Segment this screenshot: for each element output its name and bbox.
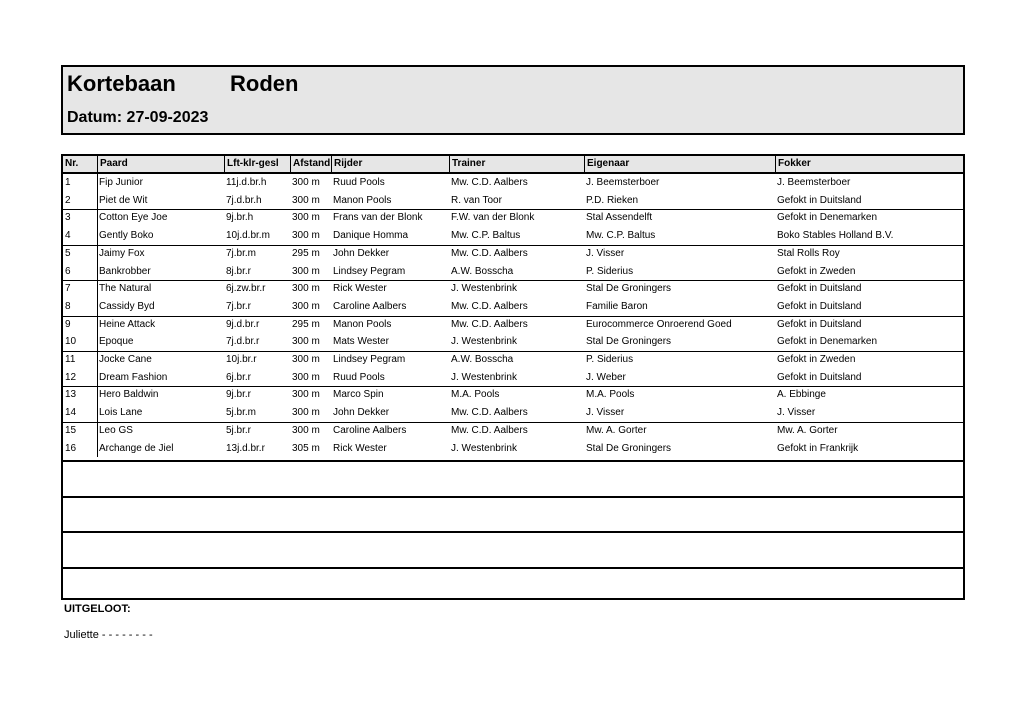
cell-paard: Jaimy Fox (99, 247, 145, 259)
cell-fokker: J. Visser (777, 407, 816, 419)
cell-nr: 14 (65, 407, 77, 419)
cell-eigenaar: J. Beemsterboer (586, 177, 660, 188)
table-row (63, 298, 963, 316)
cell-trainer: Mw. C.D. Aalbers (451, 424, 528, 436)
cell-leeftijd: 7j.br.r (226, 300, 252, 312)
table-row (63, 280, 963, 298)
cell-trainer: R. van Toor (451, 194, 502, 206)
cell-fokker: Gefokt in Duitsland (777, 283, 862, 295)
cell-eigenaar: Eurocommerce Onroerend Goed (586, 318, 732, 330)
cell-fokker: Gefokt in Denemarken (777, 212, 878, 224)
cell-trainer: Mw. C.P. Baltus (451, 230, 521, 242)
cell-paard: Heine Attack (99, 318, 156, 330)
cell-rijder: Lindsey Pegram (333, 265, 406, 277)
cell-eigenaar: J. Weber (586, 371, 626, 383)
table-row (63, 386, 963, 404)
cell-leeftijd: 6j.br.r (226, 371, 252, 383)
cell-leeftijd: 8j.br.r (226, 265, 252, 277)
row-divider (63, 245, 963, 246)
cell-leeftijd: 7j.br.m (226, 247, 257, 259)
cell-trainer: F.W. van der Blonk (451, 212, 535, 224)
cell-leeftijd: 9j.d.br.r (226, 318, 260, 330)
cell-fokker: Stal Rolls Roy (777, 247, 840, 259)
column-divider (97, 174, 98, 457)
cell-leeftijd: 11j.d.br.h (226, 177, 267, 188)
cell-eigenaar: Stal De Groningers (586, 442, 672, 454)
cell-paard: Gently Boko (99, 230, 154, 242)
empty-row (63, 567, 963, 602)
table-row (63, 316, 963, 334)
cell-rijder: Caroline Aalbers (333, 424, 407, 436)
cell-paard: Fip Junior (99, 177, 143, 188)
cell-leeftijd: 5j.br.r (226, 424, 252, 436)
column-header-leeftijd: Lft-klr-gesl (224, 156, 290, 172)
cell-trainer: J. Westenbrink (451, 371, 517, 383)
withdrawn-label: UITGELOOT: (64, 603, 131, 615)
cell-trainer: M.A. Pools (451, 389, 500, 401)
cell-rijder: Manon Pools (333, 194, 392, 206)
cell-fokker: Gefokt in Duitsland (777, 371, 862, 383)
cell-rijder: Mats Wester (333, 336, 389, 348)
cell-paard: Jocke Cane (99, 354, 152, 365)
race-date: Datum: 27-09-2023 (67, 109, 209, 126)
cell-rijder: Ruud Pools (333, 371, 385, 383)
cell-eigenaar: Mw. A. Gorter (586, 424, 647, 436)
cell-rijder: Marco Spin (333, 389, 384, 401)
cell-rijder: Caroline Aalbers (333, 300, 407, 312)
cell-rijder: John Dekker (333, 407, 390, 419)
cell-eigenaar: Stal Assendelft (586, 212, 653, 224)
cell-rijder: Ruud Pools (333, 177, 385, 188)
cell-afstand: 300 m (292, 336, 320, 348)
cell-afstand: 300 m (292, 354, 320, 365)
cell-eigenaar: J. Visser (586, 247, 625, 259)
cell-afstand: 300 m (292, 194, 320, 206)
empty-row (63, 460, 963, 495)
cell-eigenaar: Stal De Groningers (586, 283, 672, 295)
cell-paard: Lois Lane (99, 407, 143, 419)
cell-nr: 9 (65, 318, 71, 330)
column-header-fokker: Fokker (775, 156, 963, 172)
cell-trainer: A.W. Bosscha (451, 354, 514, 365)
cell-fokker: Mw. A. Gorter (777, 424, 838, 436)
cell-nr: 8 (65, 300, 71, 312)
cell-trainer: J. Westenbrink (451, 442, 517, 454)
cell-leeftijd: 6j.zw.br.r (226, 283, 266, 295)
cell-eigenaar: Familie Baron (586, 300, 648, 312)
column-header-eigenaar: Eigenaar (584, 156, 775, 172)
cell-afstand: 300 m (292, 230, 320, 242)
cell-eigenaar: M.A. Pools (586, 389, 635, 401)
entries-table (61, 154, 965, 600)
cell-leeftijd: 9j.br.h (226, 212, 254, 224)
cell-fokker: Gefokt in Duitsland (777, 318, 862, 330)
cell-paard: Leo GS (99, 424, 133, 436)
cell-trainer: Mw. C.D. Aalbers (451, 300, 528, 312)
column-header-afstand: Afstand (290, 156, 331, 172)
cell-rijder: John Dekker (333, 247, 390, 259)
cell-eigenaar: P.D. Rieken (586, 194, 639, 206)
row-divider (63, 351, 963, 352)
race-title: Kortebaan (67, 71, 176, 96)
cell-fokker: Gefokt in Duitsland (777, 194, 862, 206)
cell-nr: 2 (65, 194, 71, 206)
race-header (61, 65, 965, 135)
table-row (63, 333, 963, 351)
cell-trainer: A.W. Bosscha (451, 265, 514, 277)
cell-eigenaar: P. Siderius (586, 265, 634, 277)
cell-fokker: J. Beemsterboer (777, 177, 851, 188)
row-divider (63, 316, 963, 317)
cell-nr: 16 (65, 442, 77, 454)
empty-row (63, 531, 963, 566)
cell-leeftijd: 5j.br.m (226, 407, 257, 419)
column-header-trainer: Trainer (449, 156, 584, 172)
table-row (63, 440, 963, 458)
cell-nr: 11 (65, 354, 76, 365)
cell-afstand: 300 m (292, 424, 320, 436)
cell-fokker: Gefokt in Zweden (777, 265, 856, 277)
row-divider (63, 209, 963, 210)
cell-fokker: Gefokt in Frankrijk (777, 442, 859, 454)
cell-leeftijd: 13j.d.br.r (226, 442, 265, 454)
cell-afstand: 300 m (292, 407, 320, 419)
cell-fokker: Gefokt in Duitsland (777, 300, 862, 312)
cell-leeftijd: 7j.d.br.r (226, 336, 260, 348)
table-row (63, 245, 963, 263)
cell-leeftijd: 10j.br.r (226, 354, 257, 365)
cell-rijder: Frans van der Blonk (333, 212, 423, 224)
table-row (63, 404, 963, 422)
cell-nr: 10 (65, 336, 77, 348)
cell-paard: Cassidy Byd (99, 300, 155, 312)
cell-leeftijd: 9j.br.r (226, 389, 252, 401)
cell-rijder: Rick Wester (333, 283, 387, 295)
table-row (63, 227, 963, 245)
table-row (63, 351, 963, 369)
cell-afstand: 300 m (292, 389, 320, 401)
table-row (63, 369, 963, 387)
cell-trainer: Mw. C.D. Aalbers (451, 407, 528, 419)
cell-paard: Cotton Eye Joe (99, 212, 168, 224)
row-divider (63, 280, 963, 281)
cell-afstand: 300 m (292, 300, 320, 312)
cell-rijder: Rick Wester (333, 442, 387, 454)
cell-afstand: 295 m (292, 247, 320, 259)
cell-afstand: 300 m (292, 371, 320, 383)
cell-fokker: Gefokt in Zweden (777, 354, 856, 365)
cell-nr: 1 (65, 177, 71, 188)
cell-nr: 5 (65, 247, 71, 259)
cell-afstand: 300 m (292, 177, 320, 188)
cell-leeftijd: 10j.d.br.m (226, 230, 270, 242)
table-row (63, 192, 963, 210)
withdrawn-entry: Juliette - - - - - - - - (64, 629, 153, 641)
cell-afstand: 300 m (292, 265, 320, 277)
cell-paard: The Natural (99, 283, 152, 295)
cell-eigenaar: Mw. C.P. Baltus (586, 230, 656, 242)
cell-nr: 3 (65, 212, 71, 224)
table-row (63, 174, 963, 192)
cell-afstand: 295 m (292, 318, 320, 330)
cell-fokker: Boko Stables Holland B.V. (777, 230, 894, 242)
cell-afstand: 305 m (292, 442, 320, 454)
cell-trainer: Mw. C.D. Aalbers (451, 318, 528, 330)
cell-paard: Bankrobber (99, 265, 151, 277)
cell-leeftijd: 7j.d.br.h (226, 194, 262, 206)
empty-row (63, 496, 963, 531)
row-divider (63, 386, 963, 387)
cell-rijder: Manon Pools (333, 318, 392, 330)
column-header-paard: Paard (97, 156, 224, 172)
cell-rijder: Lindsey Pegram (333, 354, 406, 365)
cell-eigenaar: J. Visser (586, 407, 625, 419)
race-place: Roden (230, 71, 299, 96)
cell-paard: Hero Baldwin (99, 389, 159, 401)
row-divider (63, 422, 963, 423)
table-row (63, 263, 963, 281)
cell-nr: 4 (65, 230, 71, 242)
cell-trainer: J. Westenbrink (451, 283, 517, 295)
cell-nr: 13 (65, 389, 77, 401)
cell-rijder: Danique Homma (333, 230, 409, 242)
cell-nr: 7 (65, 283, 71, 295)
cell-paard: Archange de Jiel (99, 442, 174, 454)
cell-paard: Epoque (99, 336, 134, 348)
cell-nr: 12 (65, 371, 77, 383)
cell-eigenaar: P. Siderius (586, 354, 634, 365)
table-header (63, 156, 963, 174)
cell-trainer: Mw. C.D. Aalbers (451, 177, 528, 188)
cell-fokker: A. Ebbinge (777, 389, 826, 401)
cell-paard: Piet de Wit (99, 194, 148, 206)
table-row (63, 422, 963, 440)
cell-afstand: 300 m (292, 283, 320, 295)
cell-trainer: J. Westenbrink (451, 336, 517, 348)
cell-trainer: Mw. C.D. Aalbers (451, 247, 528, 259)
cell-nr: 15 (65, 424, 77, 436)
cell-eigenaar: Stal De Groningers (586, 336, 672, 348)
cell-nr: 6 (65, 265, 71, 277)
cell-paard: Dream Fashion (99, 371, 168, 383)
table-row (63, 209, 963, 227)
column-header-rijder: Rijder (331, 156, 449, 172)
column-header-nr: Nr. (65, 158, 79, 169)
cell-fokker: Gefokt in Denemarken (777, 336, 878, 348)
cell-afstand: 300 m (292, 212, 320, 224)
